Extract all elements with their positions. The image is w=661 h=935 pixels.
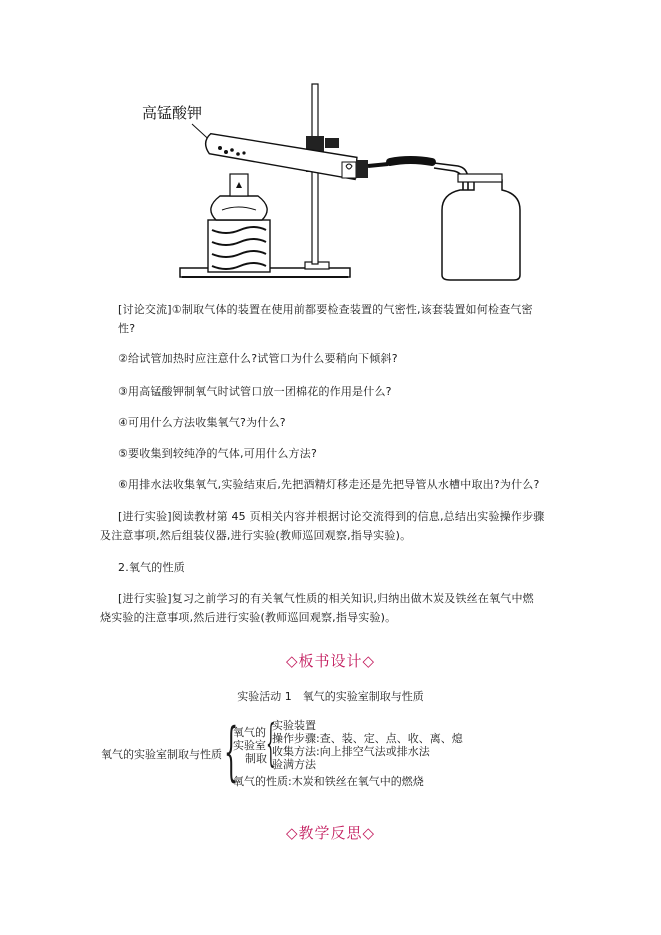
board-item-full-check: 验满方法 — [272, 758, 316, 771]
alcohol-lamp — [208, 174, 270, 272]
discussion-q5: ⑤要收集到较纯净的气体,可用什么方法? — [118, 447, 317, 460]
apparatus-figure — [120, 70, 560, 290]
board-design-title: 实验活动 1 氧气的实验室制取与性质 — [237, 690, 424, 703]
prep-label-1: 氧气的 — [233, 726, 266, 739]
root-brace: { — [224, 715, 239, 789]
experiment1-line1: [进行实验]阅读教材第 45 页相关内容并根据讨论交流得到的信息,总结出实验操作步骤 — [118, 510, 545, 523]
discussion-q1-line2: 性? — [118, 322, 136, 335]
reflection-heading: ◇教学反思◇ — [285, 824, 376, 842]
prep-label-2: 实验室 — [233, 739, 266, 752]
discussion-q3: ③用高锰酸钾制氧气时试管口放一团棉花的作用是什么? — [118, 385, 392, 398]
discussion-q1-line1: [讨论交流]①制取气体的装置在使用前都要检查装置的气密性,该套装置如何检查气密 — [118, 303, 533, 316]
prep-brace: { — [266, 714, 276, 772]
figure-label: 高锰酸钾 — [142, 104, 203, 122]
discussion-q2: ②给试管加热时应注意什么?试管口为什么要稍向下倾斜? — [118, 352, 398, 365]
board-design-heading: ◇板书设计◇ — [285, 652, 376, 670]
board-item-collection: 收集方法:向上排空气法或排水法 — [272, 745, 430, 758]
board-item-steps: 操作步骤:查、装、定、点、收、离、熄 — [272, 732, 463, 745]
section-oxygen-properties: 2.氧气的性质 — [118, 561, 185, 574]
discussion-q6: ⑥用排水法收集氧气,实验结束后,先把酒精灯移走还是先把导管从水槽中取出?为什么? — [118, 478, 540, 491]
experiment2-line1: [进行实验]复习之前学习的有关氧气性质的相关知识,归纳出做木炭及铁丝在氧气中燃 — [118, 592, 534, 605]
board-item-apparatus: 实验装置 — [272, 719, 316, 732]
discussion-q4: ④可用什么方法收集氧气?为什么? — [118, 416, 286, 429]
experiment2-line2: 烧实验的注意事项,然后进行实验(教师巡回观察,指导实验)。 — [100, 611, 397, 624]
board-item-properties: 氧气的性质:木炭和铁丝在氧气中的燃烧 — [233, 775, 424, 788]
prep-label-3: 制取 — [245, 752, 267, 765]
test-tube — [204, 131, 368, 179]
gas-bottle — [442, 174, 520, 280]
board-root-label: 氧气的实验室制取与性质 — [101, 748, 222, 761]
experiment1-line2: 及注意事项,然后组装仪器,进行实验(教师巡回观察,指导实验)。 — [100, 529, 412, 542]
